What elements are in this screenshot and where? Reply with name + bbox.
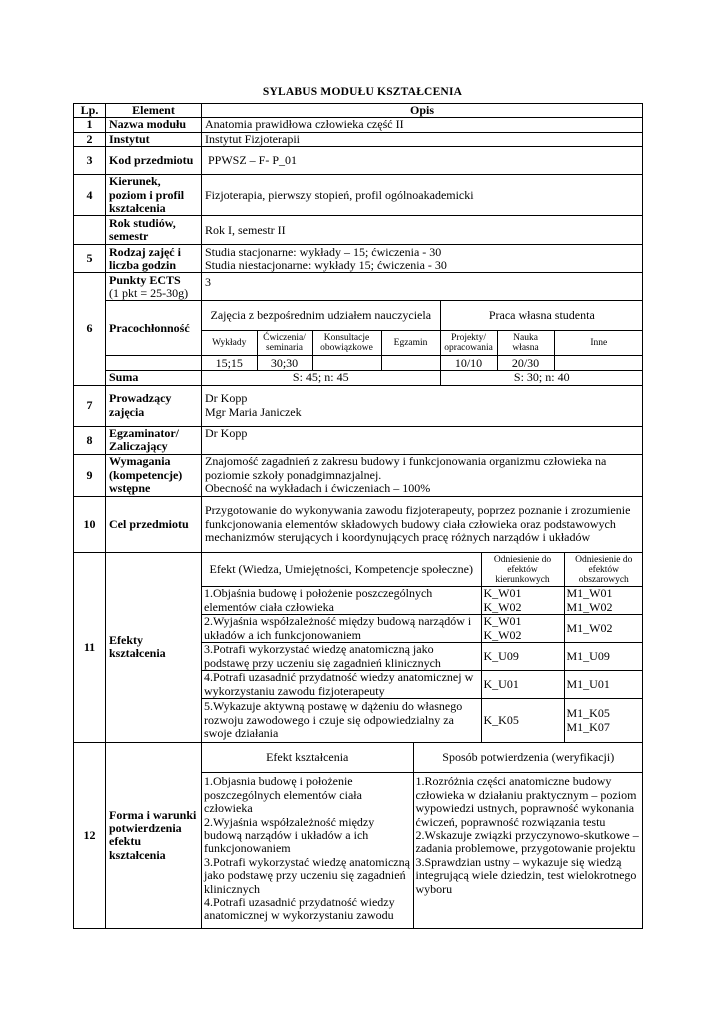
val-cwiczenia: 30;30 [257,356,312,370]
row-5 [74,245,643,273]
syllabus-table [73,103,643,929]
value-cell: Anatomia prawidłowa człowieka część II [202,118,643,132]
forma-efekt-item: 3.Potrafi wykorzystać wiedzę anatomiczną jako podstawę przy uczeniu się zagadnień klinicznych [204,854,410,896]
value-cell [202,245,643,273]
element-label: Kierunek, poziom i profil kształcenia [106,175,202,216]
col-nauka: Nauka własna [497,330,554,355]
val-egzamin [381,356,440,370]
element-label: Rok studiów, semestr [106,216,202,245]
val-projekty: 10/10 [440,356,497,370]
row-2 [74,132,643,146]
efekt-text: 3.Potrafi wykorzystać wiedzę anatomiczną jako podstawę przy uczeniu się zagadnień klinicznych [202,643,481,671]
row-rok [74,216,643,245]
header-lp: Lp. [74,104,106,118]
row-11 [74,552,643,742]
row-7 [74,385,643,426]
lp-cell: 2 [74,132,106,146]
kier-code: K_K05 [481,699,564,742]
header-row [74,104,643,118]
forma-efekt-header: Efekt kształcenia [202,743,413,773]
value-line: Dr Kopp [205,391,248,406]
value-line: Studia stacjonarne: wykłady – 15; ćwiczenia - 30 [205,244,442,259]
element-label: Cel przedmiotu [106,496,202,552]
value-cell: Fizjoterapia, pierwszy stopień, profil ogólnoakademicki [202,175,643,216]
forma-sposob-item: 3.Sprawdzian ustny – wykazuje się wiedzą integrującą wiele dziedzin, test wielokrotnego wyboru [415,854,637,896]
value-cell: Instytut Fizjoterapii [202,132,643,146]
values-grid-cell [202,356,643,371]
suma-label: Suma [106,371,202,385]
kier-code: K_W01 [483,614,522,629]
element-label: Forma i warunki potwierdzenia efektu kształcenia [106,742,202,928]
lp-cell: 10 [74,496,106,552]
element-label: Nazwa modułu [106,118,202,132]
col-projekty: Projekty/ opracowania [440,330,497,355]
forma-efekt-list [202,773,413,928]
zajecia-header: Zajęcia z bezpośrednim udziałem nauczyciela [202,301,440,330]
row-6-suma [74,371,643,385]
kier-code: K_W01 [483,586,522,601]
col-wyklady: Wykłady [202,330,257,355]
suma-grid-cell [202,371,643,385]
page-title: SYLABUS MODUŁU KSZTAŁCENIA [262,86,463,98]
value-cell [202,454,643,496]
efekt-text: 2.Wyjaśnia współzależność między budową narządów i układów a ich funkcjonowaniem [202,615,481,643]
forma-sposob-item: 1.Rozróżnia części anatomiczne budowy człowieka w działaniu praktycznym – poziom wypowiedzi ustnych, poprawność wykonania ćwiczeń, poprawność rozwiązania testu [415,774,637,829]
suma-grid [202,371,643,384]
ects-label-cell [106,273,202,301]
element-label: Prowadzący zajęcia [106,385,202,426]
lp-cell: 4 [74,175,106,216]
row-6-values [74,356,643,371]
lp-cell: 11 [74,552,106,742]
lp-cell: 5 [74,245,106,273]
obsz-code: M1_U09 [564,643,643,671]
forma-efekt-item: 2.Wyjaśnia współzależność między budową narządów i układów a ich funkcjonowaniem [204,814,375,856]
forma-sposob-header: Sposób potwierdzenia (weryfikacji) [413,743,643,773]
row-6-prac [74,301,643,356]
efekty-grid [202,553,643,742]
ects-value: 3 [202,273,643,301]
obsz-code: M1_U01 [564,671,643,699]
lp-cell: 9 [74,454,106,496]
row-12 [74,742,643,928]
efekt-row [202,643,643,671]
value-cell [202,385,643,426]
value-line: Znajomość zagadnień z zakresu budowy i funkcjonowania organizmu człowieka na poziomie szkoły ponadgimnazjalnej. [205,454,607,482]
lp-cell: 6 [74,273,106,385]
efekt-row [202,699,643,742]
obsz-code: M1_W01 [566,586,613,601]
lp-cell: 1 [74,118,106,132]
header-opis: Opis [202,104,643,118]
obsz-code: M1_K05 [566,706,610,721]
kier-header: Odniesienie do efektów kierunkowych [481,553,564,587]
prac-label: Pracochłonność [106,301,202,356]
forma-sposob-list [413,773,643,928]
efekt-row [202,587,643,615]
element-label: Kod przedmiotu [106,147,202,175]
efekt-header: Efekt (Wiedza, Umiejętności, Kompetencje społeczne) [202,553,481,587]
col-cwiczenia: Ćwiczenia/ seminaria [257,330,312,355]
row-1 [74,118,643,132]
value-line: Mgr Maria Janiczek [205,404,302,419]
element-label: Efekty kształcenia [106,552,202,742]
efekt-row [202,615,643,643]
ects-label: Punkty ECTS [109,272,181,287]
row-9 [74,454,643,496]
suma-right: S: 30; n: 40 [440,371,643,384]
efekt-row [202,671,643,699]
forma-efekt-item: 4.Potrafi uzasadnić przydatność wiedzy anatomicznej w wykorzystaniu zawodu [204,895,395,923]
element-label: Egzaminator/ Zaliczający [106,426,202,454]
row-8 [74,426,643,454]
value-cell: Przygotowanie do wykonywania zawodu fizjoterapeuty, poprzez poznanie i zrozumienie funkcjonowania elementów składowych budowy ciała człowieka oraz podstawowych mechanizmów sterujących i koordynujących pracę różnych narządów i układów [202,496,643,552]
efekt-text: 4.Potrafi uzasadnić przydatność wiedzy anatomicznej w wykorzystaniu zawodu fizjoterapeuty [202,671,481,699]
obsz-code: M1_W02 [566,599,613,614]
val-wyklady: 15;15 [202,356,257,370]
kier-code: K_W02 [483,599,522,614]
efekt-text: 1.Objaśnia budowę i położenie poszczególnych elementów ciała człowieka [202,587,481,615]
ects-sub: (1 pkt = 25-30g) [109,285,189,300]
value-cell: Dr Kopp [202,426,643,454]
row-6-ects [74,273,643,301]
prac-grid [202,301,643,355]
val-nauka: 20/30 [497,356,554,370]
prac-grid-cell [202,301,643,356]
efekty-grid-cell [202,552,643,742]
efekt-text: 5.Wykazuje aktywną postawę w dążeniu do własnego rozwoju zawodowego i czuje się odpowiedzialny za swoje działania [202,699,481,742]
lp-cell: 3 [74,147,106,175]
value-cell: PPWSZ – F- P_01 [202,147,643,175]
lp-cell: 12 [74,742,106,928]
col-konsultacje: Konsultacje obowiązkowe [312,330,381,355]
obsz-code: M1_K07 [566,719,610,734]
row-4 [74,175,643,216]
row-3 [74,147,643,175]
obsz-header: Odniesienie do efektów obszarowych [564,553,643,587]
col-egzamin: Egzamin [381,330,440,355]
header-element: Element [106,104,202,118]
forma-grid [202,743,643,928]
element-label: Wymagania (kompetencje) wstępne [106,454,202,496]
col-inne: Inne [554,330,642,355]
element-label: Instytut [106,132,202,146]
value-line: Studia niestacjonarne: wykłady 15; ćwiczenia - 30 [205,257,447,272]
value-cell: Rok I, semestr II [202,216,643,245]
forma-efekt-item: 1.Objasnia budowę i położenie poszczególnych elementów ciała człowieka [204,774,362,816]
val-konsultacje [312,356,381,370]
values-grid [202,356,643,370]
lp-cell: 7 [74,385,106,426]
forma-sposob-item: 2.Wskazuje związki przyczynowo-skutkowe – zadania problemowe, przygotowanie projektu [415,827,639,856]
value-line: Obecność na wykładach i ćwiczeniach – 100% [205,481,431,496]
val-inne [554,356,643,370]
row-10 [74,496,643,552]
suma-left: S: 45; n: 45 [202,371,440,384]
kier-code: K_U09 [481,643,564,671]
praca-header: Praca własna studenta [440,301,642,330]
lp-cell: 8 [74,426,106,454]
kier-code: K_W02 [483,627,522,642]
element-label: Rodzaj zajęć i liczba godzin [106,245,202,273]
forma-grid-cell [202,742,643,928]
kier-code: K_U01 [481,671,564,699]
obsz-code: M1_W02 [564,615,643,643]
